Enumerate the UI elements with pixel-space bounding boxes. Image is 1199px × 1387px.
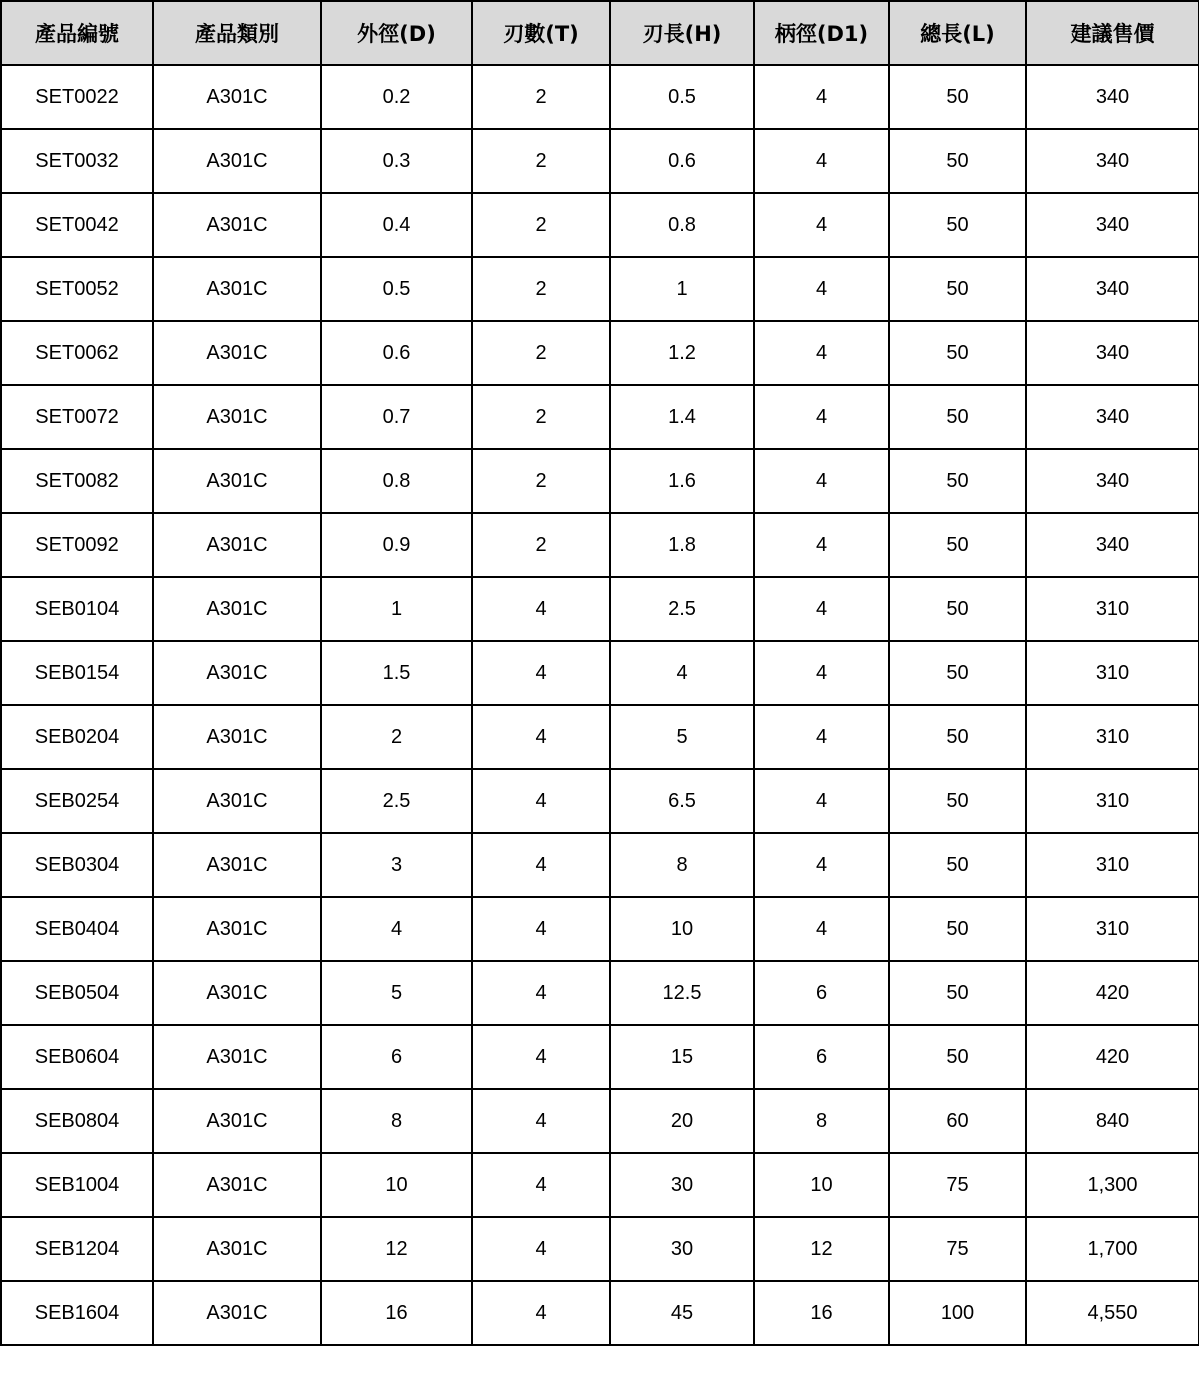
cell-shank-diameter: 4 [754, 897, 889, 961]
cell-outer-diameter: 8 [321, 1089, 472, 1153]
cell-shank-diameter: 8 [754, 1089, 889, 1153]
cell-overall-length: 50 [889, 65, 1026, 129]
cell-product-code: SEB1004 [1, 1153, 153, 1217]
header-product-category: 產品類別 [153, 1, 321, 65]
cell-shank-diameter: 4 [754, 321, 889, 385]
cell-flute-length: 0.5 [610, 65, 754, 129]
cell-suggested-price: 340 [1026, 321, 1199, 385]
table-row [1, 1217, 1199, 1281]
cell-flute-count: 4 [472, 705, 610, 769]
cell-overall-length: 75 [889, 1153, 1026, 1217]
table-row [1, 321, 1199, 385]
cell-product-category: A301C [153, 1217, 321, 1281]
cell-product-code: SET0072 [1, 385, 153, 449]
cell-flute-count: 2 [472, 513, 610, 577]
cell-overall-length: 50 [889, 513, 1026, 577]
cell-flute-length: 1.8 [610, 513, 754, 577]
cell-suggested-price: 340 [1026, 513, 1199, 577]
cell-product-category: A301C [153, 577, 321, 641]
table-row [1, 705, 1199, 769]
cell-suggested-price: 340 [1026, 385, 1199, 449]
cell-shank-diameter: 4 [754, 641, 889, 705]
cell-outer-diameter: 1 [321, 577, 472, 641]
cell-outer-diameter: 2 [321, 705, 472, 769]
cell-shank-diameter: 16 [754, 1281, 889, 1345]
cell-product-code: SET0092 [1, 513, 153, 577]
cell-overall-length: 50 [889, 257, 1026, 321]
cell-outer-diameter: 10 [321, 1153, 472, 1217]
cell-overall-length: 50 [889, 321, 1026, 385]
cell-outer-diameter: 6 [321, 1025, 472, 1089]
cell-outer-diameter: 3 [321, 833, 472, 897]
cell-flute-length: 6.5 [610, 769, 754, 833]
cell-flute-length: 20 [610, 1089, 754, 1153]
cell-flute-count: 2 [472, 193, 610, 257]
cell-flute-length: 5 [610, 705, 754, 769]
cell-suggested-price: 420 [1026, 1025, 1199, 1089]
cell-suggested-price: 420 [1026, 961, 1199, 1025]
cell-flute-count: 2 [472, 257, 610, 321]
cell-flute-count: 4 [472, 1281, 610, 1345]
cell-shank-diameter: 6 [754, 1025, 889, 1089]
cell-product-category: A301C [153, 961, 321, 1025]
table-row [1, 513, 1199, 577]
cell-overall-length: 60 [889, 1089, 1026, 1153]
cell-product-category: A301C [153, 65, 321, 129]
cell-flute-count: 4 [472, 769, 610, 833]
cell-product-category: A301C [153, 1153, 321, 1217]
cell-shank-diameter: 4 [754, 769, 889, 833]
cell-shank-diameter: 4 [754, 129, 889, 193]
table-row [1, 193, 1199, 257]
cell-flute-count: 2 [472, 129, 610, 193]
cell-overall-length: 50 [889, 577, 1026, 641]
cell-product-code: SEB0104 [1, 577, 153, 641]
cell-outer-diameter: 0.6 [321, 321, 472, 385]
cell-product-category: A301C [153, 129, 321, 193]
cell-product-category: A301C [153, 833, 321, 897]
cell-product-code: SET0032 [1, 129, 153, 193]
cell-outer-diameter: 12 [321, 1217, 472, 1281]
cell-product-category: A301C [153, 1281, 321, 1345]
cell-product-category: A301C [153, 385, 321, 449]
cell-flute-count: 2 [472, 65, 610, 129]
cell-flute-length: 30 [610, 1153, 754, 1217]
cell-product-code: SEB1604 [1, 1281, 153, 1345]
cell-shank-diameter: 4 [754, 705, 889, 769]
cell-flute-length: 0.6 [610, 129, 754, 193]
cell-outer-diameter: 0.7 [321, 385, 472, 449]
cell-flute-count: 4 [472, 897, 610, 961]
cell-suggested-price: 310 [1026, 705, 1199, 769]
cell-overall-length: 50 [889, 641, 1026, 705]
table-row [1, 1089, 1199, 1153]
cell-shank-diameter: 12 [754, 1217, 889, 1281]
cell-shank-diameter: 10 [754, 1153, 889, 1217]
cell-product-category: A301C [153, 193, 321, 257]
cell-suggested-price: 340 [1026, 65, 1199, 129]
cell-product-category: A301C [153, 641, 321, 705]
cell-product-category: A301C [153, 705, 321, 769]
cell-product-category: A301C [153, 513, 321, 577]
cell-outer-diameter: 16 [321, 1281, 472, 1345]
cell-flute-length: 1.4 [610, 385, 754, 449]
header-shank-diameter: 柄徑(D1) [754, 1, 889, 65]
cell-shank-diameter: 6 [754, 961, 889, 1025]
cell-flute-count: 2 [472, 321, 610, 385]
cell-suggested-price: 310 [1026, 833, 1199, 897]
header-flute-length: 刃長(H) [610, 1, 754, 65]
cell-overall-length: 50 [889, 193, 1026, 257]
table-row [1, 129, 1199, 193]
cell-suggested-price: 1,700 [1026, 1217, 1199, 1281]
cell-shank-diameter: 4 [754, 833, 889, 897]
table-row [1, 257, 1199, 321]
cell-product-code: SEB0604 [1, 1025, 153, 1089]
cell-product-category: A301C [153, 257, 321, 321]
cell-outer-diameter: 0.8 [321, 449, 472, 513]
cell-overall-length: 50 [889, 705, 1026, 769]
cell-product-category: A301C [153, 449, 321, 513]
cell-product-code: SET0062 [1, 321, 153, 385]
cell-suggested-price: 1,300 [1026, 1153, 1199, 1217]
header-suggested-price: 建議售價 [1026, 1, 1199, 65]
table-row [1, 897, 1199, 961]
table-row [1, 449, 1199, 513]
cell-suggested-price: 4,550 [1026, 1281, 1199, 1345]
cell-flute-length: 30 [610, 1217, 754, 1281]
cell-flute-length: 12.5 [610, 961, 754, 1025]
cell-overall-length: 50 [889, 385, 1026, 449]
cell-product-code: SEB0304 [1, 833, 153, 897]
table-row [1, 961, 1199, 1025]
cell-overall-length: 50 [889, 449, 1026, 513]
cell-flute-count: 4 [472, 577, 610, 641]
cell-overall-length: 50 [889, 769, 1026, 833]
table-row [1, 1281, 1199, 1345]
cell-suggested-price: 340 [1026, 193, 1199, 257]
cell-product-category: A301C [153, 1089, 321, 1153]
cell-suggested-price: 310 [1026, 577, 1199, 641]
cell-overall-length: 50 [889, 961, 1026, 1025]
cell-flute-length: 2.5 [610, 577, 754, 641]
cell-flute-length: 8 [610, 833, 754, 897]
cell-product-code: SEB0804 [1, 1089, 153, 1153]
cell-flute-length: 1.6 [610, 449, 754, 513]
table-row [1, 833, 1199, 897]
cell-shank-diameter: 4 [754, 577, 889, 641]
cell-flute-length: 0.8 [610, 193, 754, 257]
cell-outer-diameter: 0.4 [321, 193, 472, 257]
cell-overall-length: 50 [889, 897, 1026, 961]
cell-overall-length: 50 [889, 1025, 1026, 1089]
cell-overall-length: 75 [889, 1217, 1026, 1281]
cell-flute-count: 4 [472, 961, 610, 1025]
cell-outer-diameter: 0.2 [321, 65, 472, 129]
cell-product-code: SET0022 [1, 65, 153, 129]
header-row [1, 1, 1199, 65]
table-row [1, 385, 1199, 449]
cell-product-category: A301C [153, 897, 321, 961]
table-row [1, 577, 1199, 641]
cell-overall-length: 100 [889, 1281, 1026, 1345]
header-product-code: 產品編號 [1, 1, 153, 65]
cell-flute-length: 15 [610, 1025, 754, 1089]
cell-product-code: SEB0254 [1, 769, 153, 833]
cell-outer-diameter: 1.5 [321, 641, 472, 705]
cell-flute-length: 4 [610, 641, 754, 705]
cell-suggested-price: 310 [1026, 641, 1199, 705]
header-flute-count: 刃數(T) [472, 1, 610, 65]
cell-flute-count: 2 [472, 449, 610, 513]
cell-flute-count: 4 [472, 1153, 610, 1217]
cell-outer-diameter: 0.5 [321, 257, 472, 321]
cell-outer-diameter: 5 [321, 961, 472, 1025]
cell-flute-count: 2 [472, 385, 610, 449]
cell-flute-length: 10 [610, 897, 754, 961]
cell-suggested-price: 310 [1026, 897, 1199, 961]
header-overall-length: 總長(L) [889, 1, 1026, 65]
table-header [1, 1, 1199, 65]
cell-shank-diameter: 4 [754, 385, 889, 449]
cell-shank-diameter: 4 [754, 257, 889, 321]
cell-flute-count: 4 [472, 1025, 610, 1089]
cell-suggested-price: 340 [1026, 449, 1199, 513]
cell-shank-diameter: 4 [754, 449, 889, 513]
cell-suggested-price: 310 [1026, 769, 1199, 833]
table-row [1, 641, 1199, 705]
cell-product-category: A301C [153, 321, 321, 385]
cell-shank-diameter: 4 [754, 193, 889, 257]
cell-flute-length: 1 [610, 257, 754, 321]
cell-product-code: SET0052 [1, 257, 153, 321]
cell-flute-count: 4 [472, 1217, 610, 1281]
cell-flute-count: 4 [472, 641, 610, 705]
cell-product-code: SEB0204 [1, 705, 153, 769]
table-body [1, 65, 1199, 1345]
table-row [1, 769, 1199, 833]
cell-outer-diameter: 0.9 [321, 513, 472, 577]
cell-shank-diameter: 4 [754, 513, 889, 577]
cell-outer-diameter: 2.5 [321, 769, 472, 833]
cell-suggested-price: 840 [1026, 1089, 1199, 1153]
cell-flute-count: 4 [472, 833, 610, 897]
cell-product-category: A301C [153, 1025, 321, 1089]
table-row [1, 1025, 1199, 1089]
cell-suggested-price: 340 [1026, 257, 1199, 321]
header-outer-diameter: 外徑(D) [321, 1, 472, 65]
table-row [1, 65, 1199, 129]
cell-product-category: A301C [153, 769, 321, 833]
cell-product-code: SET0082 [1, 449, 153, 513]
cell-product-code: SEB1204 [1, 1217, 153, 1281]
cell-product-code: SEB0154 [1, 641, 153, 705]
cell-flute-length: 45 [610, 1281, 754, 1345]
cell-flute-length: 1.2 [610, 321, 754, 385]
cell-overall-length: 50 [889, 833, 1026, 897]
cell-outer-diameter: 4 [321, 897, 472, 961]
cell-outer-diameter: 0.3 [321, 129, 472, 193]
cell-shank-diameter: 4 [754, 65, 889, 129]
cell-overall-length: 50 [889, 129, 1026, 193]
cell-suggested-price: 340 [1026, 129, 1199, 193]
cell-product-code: SEB0504 [1, 961, 153, 1025]
cell-product-code: SEB0404 [1, 897, 153, 961]
cell-product-code: SET0042 [1, 193, 153, 257]
cell-flute-count: 4 [472, 1089, 610, 1153]
table-row [1, 1153, 1199, 1217]
